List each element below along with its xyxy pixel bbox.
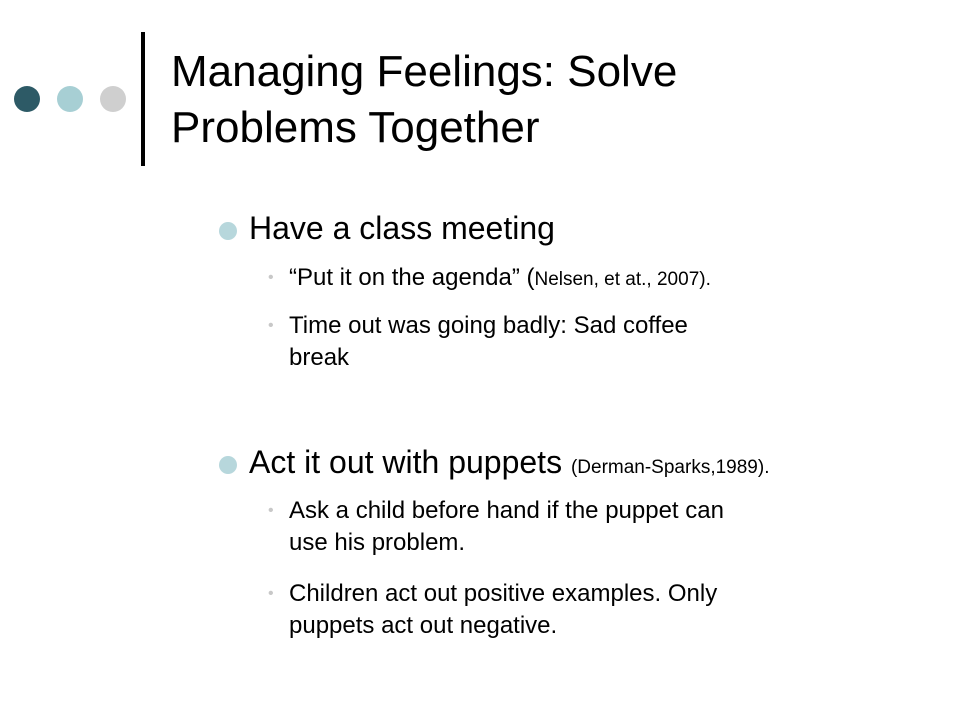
- slide-title: [171, 44, 931, 156]
- gray-dot: [100, 86, 126, 112]
- bullet-1-2: [289, 310, 688, 374]
- bullet-2-marker: [219, 456, 237, 474]
- bullet-2-1-line-2: use his problem.: [289, 529, 466, 556]
- light-teal-dot: [57, 86, 83, 112]
- slide-title-line-2: Problems Together: [171, 103, 540, 152]
- bullet-1-1: [289, 262, 711, 296]
- bullet-1-2-marker: •: [268, 317, 274, 334]
- bullet-2-1: [289, 495, 724, 559]
- bullet-2-2-line-1: Children act out positive examples. Only: [289, 580, 718, 607]
- bullet-1-marker: [219, 222, 237, 240]
- slide-title-line-1: Managing Feelings: Solve: [171, 47, 678, 96]
- bullet-2-text: Act it out with puppets: [249, 444, 571, 480]
- bullet-2: [249, 443, 769, 487]
- bullet-2-2-marker: •: [268, 585, 274, 602]
- bullet-1: [249, 209, 555, 247]
- bullet-1-2-line-2: break: [289, 344, 350, 371]
- bullet-2-citation: (Derman-Sparks,1989).: [570, 457, 770, 478]
- dark-teal-dot: [14, 86, 40, 112]
- decorative-dots: [14, 86, 126, 114]
- bullet-1-2-line-1: Time out was going badly: Sad coffee: [289, 312, 688, 339]
- bullet-2-1-marker: •: [268, 502, 274, 519]
- bullet-1-1-text: “Put it on the agenda” (: [289, 264, 535, 291]
- bullet-2-2: [289, 578, 717, 642]
- bullet-1-text: Have a class meeting: [249, 210, 555, 246]
- bullet-2-1-line-1: Ask a child before hand if the puppet can: [289, 497, 724, 524]
- bullet-2-2-line-2: puppets act out negative.: [289, 612, 558, 639]
- title-divider-bar: [141, 32, 145, 166]
- bullet-1-1-citation: Nelsen, et at., 2007).: [534, 269, 711, 290]
- bullet-1-1-marker: •: [268, 269, 274, 286]
